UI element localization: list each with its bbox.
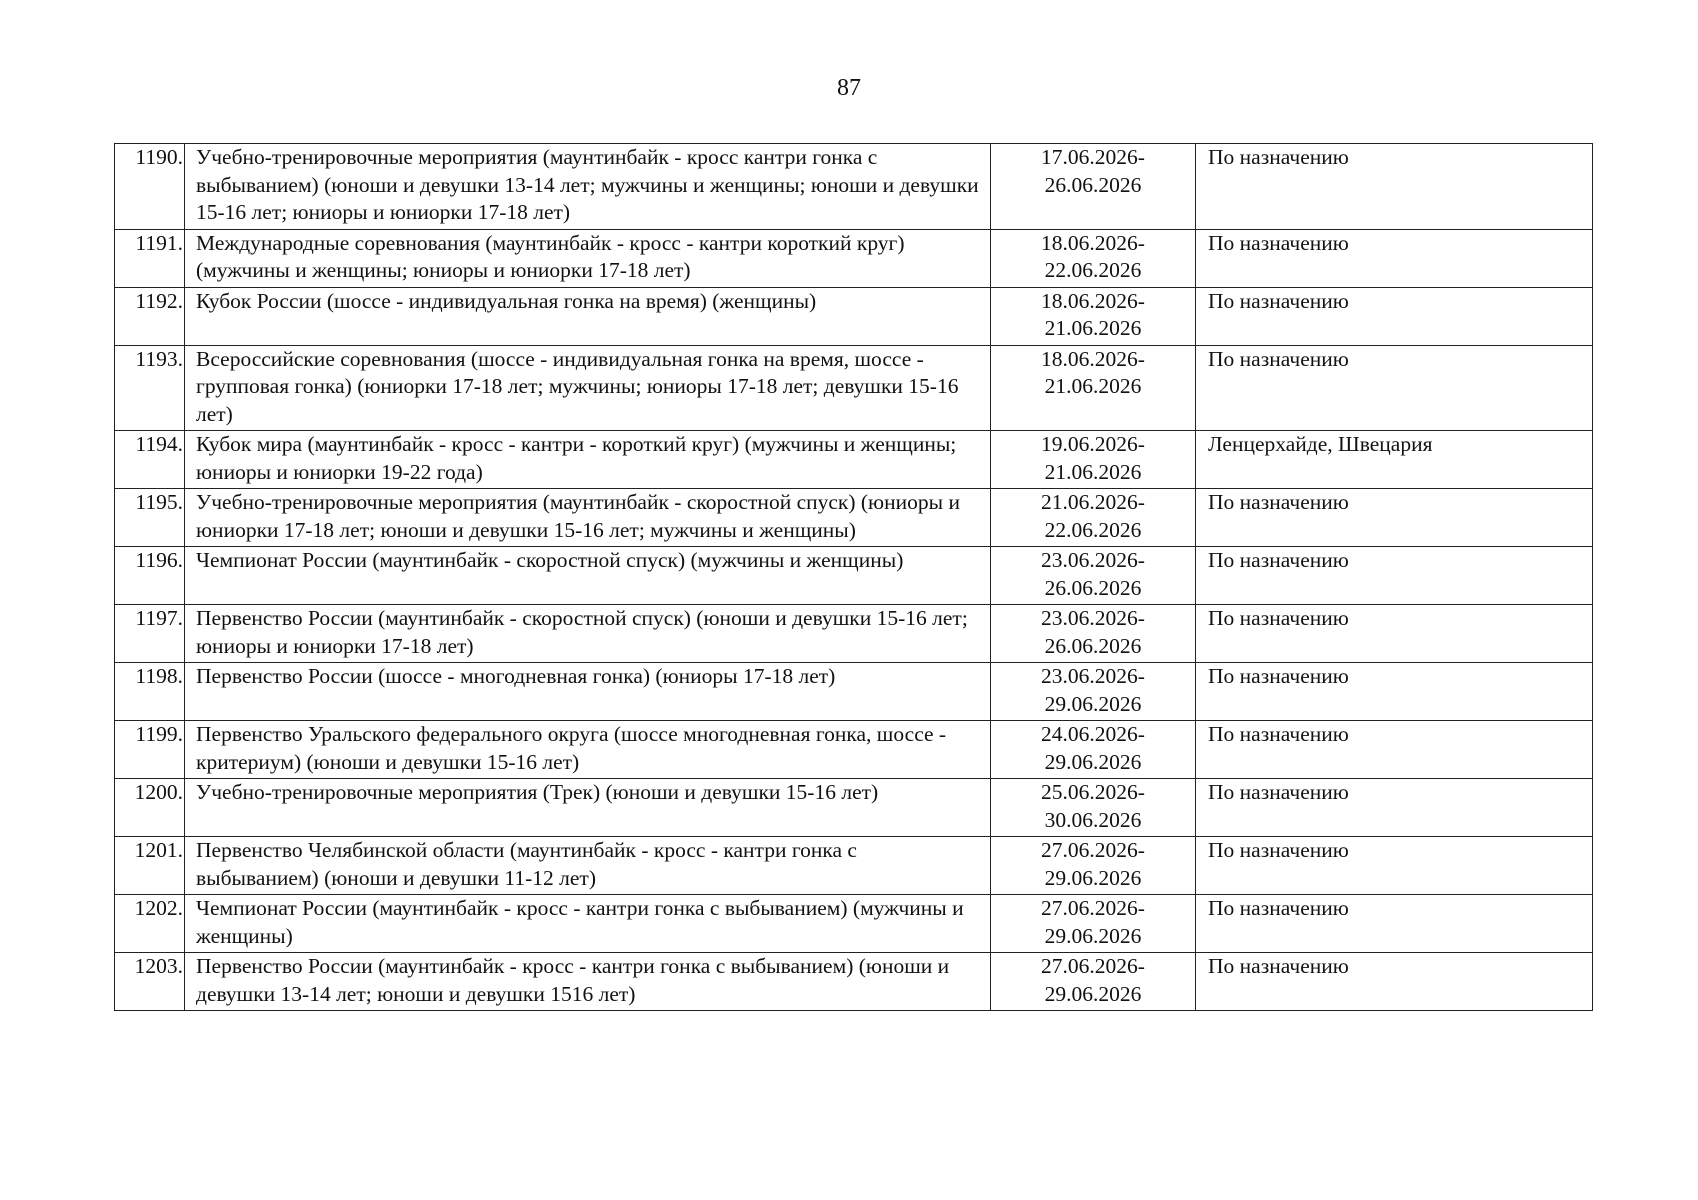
event-number: 1193. bbox=[115, 345, 185, 431]
event-place: По назначению bbox=[1196, 605, 1593, 663]
table-row bbox=[115, 721, 1593, 779]
event-dates bbox=[991, 663, 1196, 721]
event-number: 1202. bbox=[115, 895, 185, 953]
table-row bbox=[115, 605, 1593, 663]
event-dates bbox=[991, 605, 1196, 663]
event-number: 1201. bbox=[115, 837, 185, 895]
event-date-end: 22.06.2026 bbox=[1044, 517, 1142, 542]
event-date-start: 24.06.2026- bbox=[1041, 722, 1145, 746]
event-name: Первенство России (шоссе - многодневная гонка) (юниоры 17-18 лет) bbox=[185, 663, 991, 721]
event-number: 1198. bbox=[115, 663, 185, 721]
table-row bbox=[115, 895, 1593, 953]
event-name: Учебно-тренировочные мероприятия (Трек) (юноши и девушки 15-16 лет) bbox=[185, 779, 991, 837]
table-row bbox=[115, 953, 1593, 1011]
event-date-start: 18.06.2026- bbox=[1041, 230, 1145, 255]
event-number: 1200. bbox=[115, 779, 185, 837]
event-name: Кубок мира (маунтинбайк - кросс - кантри - короткий круг) (мужчины и женщины; юниоры и юниорки 19-22 года) bbox=[185, 431, 991, 489]
table-row bbox=[115, 287, 1593, 345]
event-date-start: 17.06.2026- bbox=[1041, 145, 1145, 169]
event-name: Чемпионат России (маунтинбайк - кросс - кантри гонка с выбыванием) (мужчины и женщины) bbox=[185, 895, 991, 953]
event-dates bbox=[991, 144, 1196, 230]
event-dates bbox=[991, 895, 1196, 953]
table-row bbox=[115, 547, 1593, 605]
events-table-body bbox=[115, 144, 1593, 1011]
event-date-end: 26.06.2026 bbox=[1044, 575, 1142, 600]
event-place: Ленцерхайде, Швецария bbox=[1196, 431, 1593, 489]
event-dates bbox=[991, 721, 1196, 779]
table-row bbox=[115, 489, 1593, 547]
event-date-end: 26.06.2026 bbox=[1044, 633, 1142, 658]
event-name: Чемпионат России (маунтинбайк - скоростной спуск) (мужчины и женщины) bbox=[185, 547, 991, 605]
event-place: По назначению bbox=[1196, 953, 1593, 1011]
event-date-end: 21.06.2026 bbox=[1044, 316, 1142, 340]
table-row bbox=[115, 779, 1593, 837]
event-dates bbox=[991, 489, 1196, 547]
event-number: 1192. bbox=[115, 287, 185, 345]
table-row bbox=[115, 837, 1593, 895]
event-place: По назначению bbox=[1196, 547, 1593, 605]
event-name: Кубок России (шоссе - индивидуальная гонка на время) (женщины) bbox=[185, 287, 991, 345]
event-dates bbox=[991, 953, 1196, 1011]
event-date-end: 30.06.2026 bbox=[1044, 807, 1142, 832]
event-name: Международные соревнования (маунтинбайк - кросс - кантри короткий круг) (мужчины и женщины; юниоры и юниорки 17-18 лет) bbox=[185, 229, 991, 287]
event-place: По назначению bbox=[1196, 895, 1593, 953]
event-date-start: 27.06.2026- bbox=[1041, 896, 1145, 920]
event-dates bbox=[991, 345, 1196, 431]
event-number: 1190. bbox=[115, 144, 185, 230]
event-name: Первенство Челябинской области (маунтинбайк - кросс - кантри гонка с выбыванием) (юноши и девушки 11-12 лет) bbox=[185, 837, 991, 895]
event-dates bbox=[991, 547, 1196, 605]
event-name: Всероссийские соревнования (шоссе - индивидуальная гонка на время, шоссе - групповая гонка) (юниорки 17-18 лет; мужчины; юниоры 17-18 лет; девушки 15-16 лет) bbox=[185, 345, 991, 431]
event-dates bbox=[991, 229, 1196, 287]
event-name: Первенство Уральского федерального округа (шоссе многодневная гонка, шоссе - критериум) (юноши и девушки 15-16 лет) bbox=[185, 721, 991, 779]
event-name: Первенство России (маунтинбайк - кросс - кантри гонка с выбыванием) (юноши и девушки 13-14 лет; юноши и девушки 1516 лет) bbox=[185, 953, 991, 1011]
event-date-start: 27.06.2026- bbox=[1041, 954, 1145, 978]
event-place: По назначению bbox=[1196, 144, 1593, 230]
event-place: По назначению bbox=[1196, 287, 1593, 345]
event-place: По назначению bbox=[1196, 489, 1593, 547]
table-row bbox=[115, 663, 1593, 721]
event-date-end: 26.06.2026 bbox=[1044, 172, 1142, 197]
event-date-end: 22.06.2026 bbox=[1044, 258, 1142, 282]
event-dates bbox=[991, 287, 1196, 345]
event-number: 1194. bbox=[115, 431, 185, 489]
event-number: 1195. bbox=[115, 489, 185, 547]
event-date-start: 27.06.2026- bbox=[1041, 838, 1145, 862]
event-date-start: 25.06.2026- bbox=[1041, 780, 1145, 804]
event-place: По назначению bbox=[1196, 229, 1593, 287]
table-row bbox=[115, 229, 1593, 287]
event-date-end: 29.06.2026 bbox=[1044, 865, 1142, 890]
event-number: 1199. bbox=[115, 721, 185, 779]
event-date-end: 29.06.2026 bbox=[1044, 749, 1142, 774]
event-date-end: 29.06.2026 bbox=[1044, 981, 1142, 1006]
event-number: 1191. bbox=[115, 229, 185, 287]
event-place: По назначению bbox=[1196, 837, 1593, 895]
event-date-end: 21.06.2026 bbox=[1044, 459, 1142, 484]
event-dates bbox=[991, 837, 1196, 895]
event-date-start: 18.06.2026- bbox=[1041, 346, 1145, 371]
event-name: Учебно-тренировочные мероприятия (маунтинбайк - кросс кантри гонка с выбыванием) (юноши и девушки 13-14 лет; мужчины и женщины; юноши и девушки 15-16 лет; юниоры и юниорки 17-18 лет) bbox=[185, 144, 991, 230]
event-date-start: 19.06.2026- bbox=[1041, 432, 1145, 456]
event-date-end: 29.06.2026 bbox=[1044, 691, 1142, 716]
event-date-start: 23.06.2026- bbox=[1041, 664, 1145, 688]
events-table bbox=[114, 143, 1593, 1011]
event-place: По назначению bbox=[1196, 721, 1593, 779]
event-date-start: 18.06.2026- bbox=[1041, 288, 1145, 313]
event-number: 1196. bbox=[115, 547, 185, 605]
event-date-end: 21.06.2026 bbox=[1044, 374, 1142, 398]
table-row bbox=[115, 144, 1593, 230]
event-date-start: 21.06.2026- bbox=[1041, 490, 1145, 514]
table-row bbox=[115, 431, 1593, 489]
event-dates bbox=[991, 779, 1196, 837]
page-number: 87 bbox=[837, 75, 861, 101]
event-date-start: 23.06.2026- bbox=[1041, 606, 1145, 630]
event-dates bbox=[991, 431, 1196, 489]
event-place: По назначению bbox=[1196, 663, 1593, 721]
event-date-start: 23.06.2026- bbox=[1041, 548, 1145, 572]
event-date-end: 29.06.2026 bbox=[1044, 923, 1142, 948]
event-number: 1203. bbox=[115, 953, 185, 1011]
event-number: 1197. bbox=[115, 605, 185, 663]
event-place: По назначению bbox=[1196, 779, 1593, 837]
event-place: По назначению bbox=[1196, 345, 1593, 431]
event-name: Первенство России (маунтинбайк - скоростной спуск) (юноши и девушки 15-16 лет; юниоры и юниорки 17-18 лет) bbox=[185, 605, 991, 663]
table-row bbox=[115, 345, 1593, 431]
event-name: Учебно-тренировочные мероприятия (маунтинбайк - скоростной спуск) (юниоры и юниорки 17-18 лет; юноши и девушки 15-16 лет; мужчины и женщины) bbox=[185, 489, 991, 547]
